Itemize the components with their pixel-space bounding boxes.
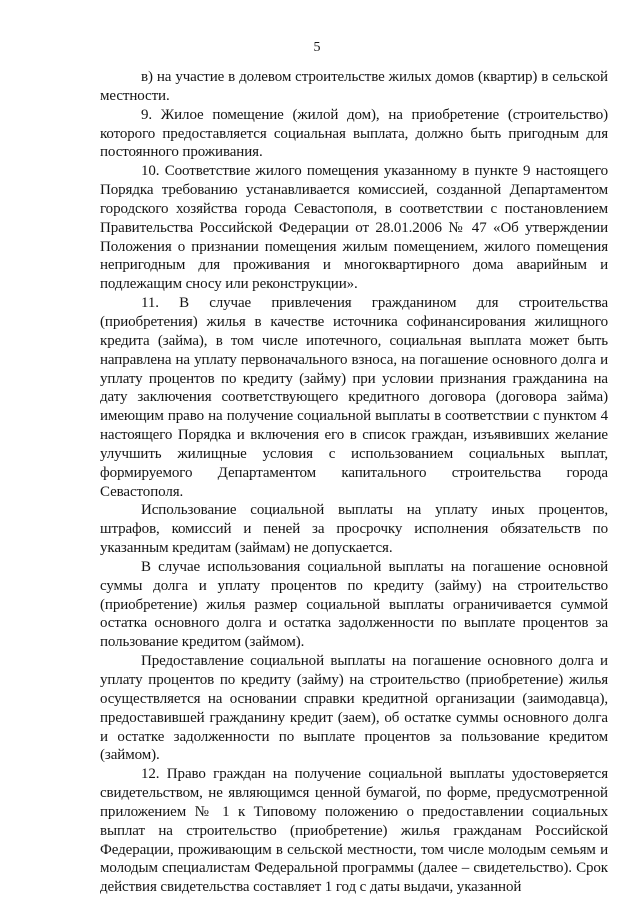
paragraph-12-certificate: 12. Право граждан на получение социальной выплаты удостоверяется свидетельством, не являющимся ценной бумагой, по форме, предусмотренной приложением № 1 к Типовому положению о предоставлении социальных выплат на строительство (приобретение) жилья гражданам Российской Федерации, проживающим в сельской местности, том числе молодым семьям и молодым специалистам Федеральной программы (далее – свидетельство). Срок действия свидетельства составляет 1 год с даты выдачи, указанной — [100, 766, 608, 896]
page-number: 5 — [313, 40, 321, 55]
document-body — [100, 68, 608, 897]
paragraph-8v-shared-construction: в) на участие в долевом строительстве жилых домов (квартир) в сельской местности. — [100, 69, 608, 104]
paragraph-11-prohibited-uses: Использование социальной выплаты на уплату иных процентов, штрафов, комиссий и пеней за просрочку исполнения обязательств по указанным кредитам (займам) не допускается. — [100, 502, 608, 557]
paragraph-11-payment-limit: В случае использования социальной выплаты на погашение основной суммы долга и уплату процентов по кредиту (займу) на строительство (приобретение) жилья размер социальной выплаты ограничивается суммой остатка основного долга и остатка задолженности по выплате процентов за пользование кредитом (займом). — [100, 558, 608, 651]
paragraph-11-mortgage-cofinancing: 11. В случае привлечения гражданином для строительства (приобретения) жилья в качестве источника софинансирования жилищного кредита (займа), в том числе ипотечного, социальная выплата может быть направлена на уплату первоначального взноса, на погашение основного долга и уплату процентов по кредиту (займу) при условии признания гражданина на дату заключения соответствующего кредитного договора (договора займа) имеющим право на получение социальной выплаты в соответствии с пунктом 4 настоящего Порядка и включения его в список граждан, изъявивших желание улучшить жилищные условия с использованием социальных выплат, формируемого Департаментом капитального строительства города Севастополя. — [100, 295, 608, 500]
paragraph-9-housing-suitability: 9. Жилое помещение (жилой дом), на приобретение (строительство) которого предоставляется социальная выплата, должно быть пригодным для постоянного проживания. — [100, 106, 608, 161]
paragraph-11-bank-certificate: Предоставление социальной выплаты на погашение основного долга и уплату процентов по кредиту (займу) на строительство (приобретение) жилья осуществляется на основании справки кредитной организации (заимодавца), предоставившей гражданину кредит (заем), об остатке суммы основного долга и остатке задолженности по выплате процентов за пользование кредитом (займом). — [100, 653, 608, 764]
paragraph-10-commission-compliance: 10. Соответствие жилого помещения указанному в пункте 9 настоящего Порядка требованию устанавливается комиссией, созданной Департаментом городского хозяйства города Севастополя, в соответствии с постановлением Правительства Российской Федерации от 28.01.2006 № 47 «Об утверждении Положения о признании помещения жилым помещением, жилого помещения непригодным для проживания и многоквартирного дома аварийным и подлежащим сносу или реконструкции». — [100, 163, 608, 293]
